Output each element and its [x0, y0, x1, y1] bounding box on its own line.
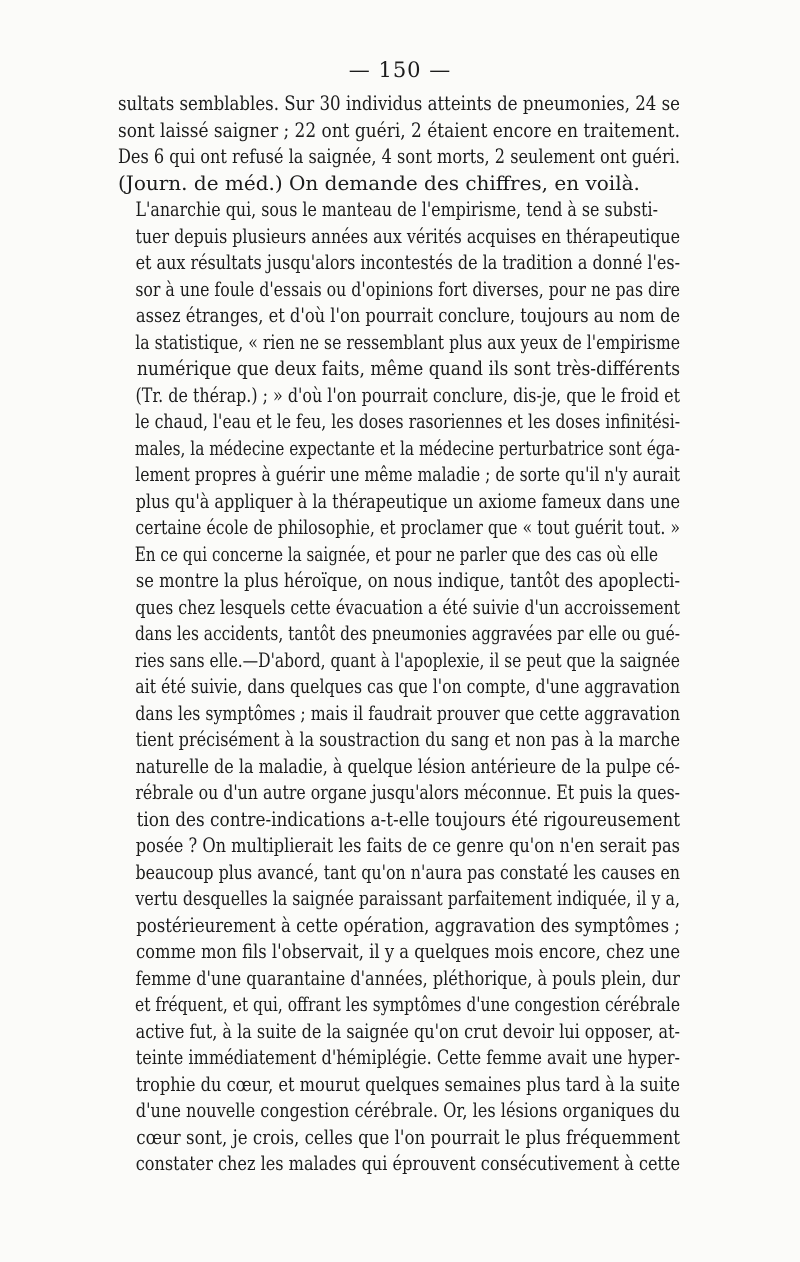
text-line: (Tr. de thérap.) ; » d'où l'on pourrait conclure, dis-je, que le froid et: [135, 382, 680, 407]
text-line: cœur sont, je crois, celles que l'on pourrait le plus fréquemment: [136, 1124, 681, 1149]
text-line: L'anarchie qui, sous le manteau de l'empirisme, tend à se substi-: [135, 197, 658, 221]
text-line: males, la médecine expectante et la médecine perturbatrice sont éga-: [134, 435, 680, 460]
text-line: naturelle de la maladie, à quelque lésion antérieure de la pulpe cé-: [135, 753, 680, 778]
text-line: rébrale ou d'un autre organe jusqu'alors méconnue. Et puis la ques-: [135, 780, 681, 804]
text-line: tion des contre-indications a-t-elle toujours été rigoureusement: [136, 806, 681, 831]
text-line: postérieurement à cette opération, aggravation des symptômes ;: [136, 912, 681, 937]
text-line: En ce qui concerne la saignée, et pour ne parler que des cas où elle: [134, 541, 659, 566]
text-line: tient précisément à la soustraction du sang et non pas à la marche: [135, 727, 681, 751]
text-line: ques chez lesquels cette évacuation a été suivie d'un accroissement: [135, 594, 680, 619]
text-line: Des 6 qui ont refusé la saignée, 4 sont morts, 2 seulement ont guéri.: [118, 144, 680, 168]
text-line: dans les accidents, tantôt des pneumonies aggravées par elle ou gué-: [134, 621, 680, 645]
text-line: trophie du cœur, et mourut quelques semaines plus tard à la suite: [135, 1071, 680, 1096]
text-line: certaine école de philosophie, et proclamer que « tout guérit tout. »: [135, 515, 681, 539]
text-line: (Journ. de méd.) On demande des chiffres, en voilà.: [118, 170, 640, 195]
text-line: et fréquent, et qui, offrant les symptômes d'une congestion cérébrale: [135, 992, 681, 1016]
text-line: ries sans elle.—D'abord, quant à l'apoplexie, il se peut que la saignée: [135, 647, 680, 672]
text-line: posée ? On multiplierait les faits de ce genre qu'on n'en serait pas: [135, 833, 680, 857]
page-number: — 150 —: [348, 58, 452, 82]
text-line: constater chez les malades qui éprouvent consécutivement à cette: [135, 1151, 680, 1175]
text-line: teinte immédiatement d'hémiplégie. Cette femme avait une hyper-: [135, 1045, 680, 1069]
text-line: lement propres à guérir une même maladie ; de sorte qu'il n'y aurait: [135, 462, 680, 486]
text-line: femme d'une quarantaine d'années, pléthorique, à pouls plein, dur: [135, 965, 680, 990]
text-line: active fut, à la suite de la saignée qu'on crut devoir lui opposer, at-: [135, 1018, 680, 1043]
text-line: et aux résultats jusqu'alors incontestés de la tradition a donné l'es-: [135, 250, 680, 274]
body-text: [118, 90, 680, 1177]
text-line: dans les symptômes ; mais il faudrait prouver que cette aggravation: [135, 700, 681, 725]
text-line: le chaud, l'eau et le feu, les doses rasoriennes et les doses infinitési-: [135, 409, 681, 433]
text-line: plus qu'à appliquer à la thérapeutique un axiome fameux dans une: [135, 488, 681, 513]
text-line: beaucoup plus avancé, tant qu'on n'aura pas constaté les causes en: [135, 859, 680, 884]
paragraph: [118, 90, 680, 196]
text-line: vertu desquelles la saignée paraissant parfaitement indiquée, il y a,: [135, 886, 680, 910]
text-line: ait été suivie, dans quelques cas que l'on compte, d'une aggravation: [135, 674, 681, 698]
text-line: d'une nouvelle congestion cérébrale. Or, les lésions organiques du: [135, 1098, 680, 1122]
text-line: numérique que deux faits, même quand ils sont très-différents: [136, 356, 681, 380]
text-line: sultats semblables. Sur 30 individus atteints de pneumonies, 24 se: [118, 91, 680, 115]
text-line: se montre la plus héroïque, on nous indique, tantôt des apoplecti-: [135, 568, 681, 592]
text-line: la statistique, « rien ne se ressemblant plus aux yeux de l'empirisme: [135, 329, 680, 354]
paragraph: [118, 196, 680, 541]
paragraph: [118, 541, 680, 1177]
text-line: sor à une foule d'essais ou d'opinions fort diverses, pour ne pas dire: [135, 276, 681, 301]
text-line: sont laissé saigner ; 22 ont guéri, 2 étaient encore en traitement.: [118, 117, 680, 142]
text-line: assez étranges, et d'où l'on pourrait conclure, toujours au nom de: [135, 303, 681, 327]
text-line: comme mon fils l'observait, il y a quelques mois encore, chez une: [136, 939, 681, 963]
text-line: tuer depuis plusieurs années aux vérités acquises en thérapeutique: [135, 223, 681, 248]
